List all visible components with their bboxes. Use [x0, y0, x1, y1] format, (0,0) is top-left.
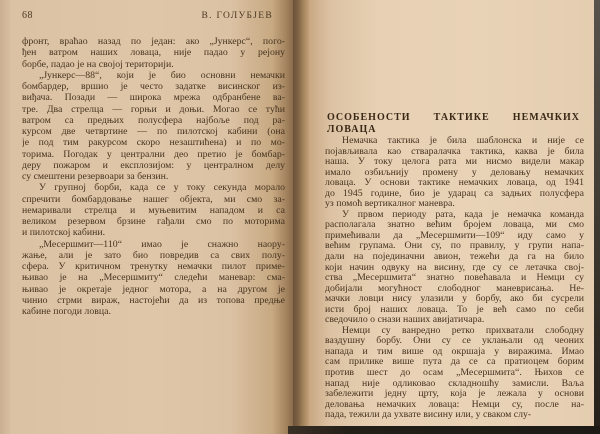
paragraph [325, 136, 584, 210]
text-line: напада и тим више од окршаја у виражима. Имао [325, 346, 584, 357]
text-line: је под тим ракурсом скоро незаштићена) и по мо- [22, 137, 285, 149]
text-line: виђача. Позади — широка мрежа одбранбене ва- [22, 92, 285, 104]
text-line: ства „Месершмита“ знатно повећавала и Немци су [325, 273, 584, 284]
text-line: деловања немачких ловаца: Немци су, после на- [325, 399, 584, 410]
text-line: до 1945 године, био је ударац са задњих полусфера [325, 188, 584, 199]
photo-edge-bottom [288, 426, 600, 434]
text-line: У групној борби, када се у току секунда морало [39, 182, 285, 194]
paragraph [22, 239, 285, 318]
text-line: немаривали стрелца и муњевитим нападом и са [22, 204, 285, 216]
paragraph [22, 36, 285, 70]
paragraph [325, 210, 584, 326]
text-line: сфера. У критичном тренутку немачки пилот приме- [22, 261, 285, 272]
text-line: курсом две четвртине — по пилотској кабини (она [22, 126, 285, 137]
text-line: сведочило о снази наших авијатичара. [325, 315, 485, 326]
text-line: наша. У току целога рата ми нисмо видели макар [325, 157, 584, 168]
text-line: жање, али је зато био повредив са свих полу- [22, 249, 285, 261]
text-line: ваздушну борбу. Они су се уклањали од чеоних [325, 336, 584, 347]
text-line: сам прилике више пута да се са пратиоцем борим [325, 357, 584, 368]
text-line: који начин одвуку на висину, где су се летачка свој- [325, 262, 584, 273]
text-line: бомбардер, вршио је често задатке висинског из- [22, 81, 285, 92]
page-number: 68 [22, 10, 33, 21]
text-line: великом резервом брзине гађали смо по моторима [22, 216, 285, 227]
right-page-body [325, 136, 584, 421]
text-line: исти број наших ловаца. То је већ само по себи [325, 304, 584, 315]
right-page [309, 0, 594, 434]
book-gutter [293, 0, 309, 434]
text-line: Немци су ванредно ретко прихватали слободну [342, 325, 584, 336]
text-line: напад није одликовао складношћу замисли. Ваља [325, 378, 584, 389]
text-line: примећивали да „Месершмити—109“ иду само у [325, 230, 584, 241]
text-line: ђен ватром наших ловаца, није падао у рејону [22, 47, 285, 59]
text-line: Немачка тактика је била шаблонска и није се [342, 136, 584, 146]
chapter-heading: ОСОБЕНОСТИ ТАКТИКЕ НЕМАЧКИХ ЛОВАЦА [327, 112, 580, 135]
running-header: В. ГОЛУБЈЕВ [201, 11, 273, 21]
text-line: уз помоћ вертикалног маневра. [325, 199, 455, 210]
text-line: забележити једну црту, која је лежала у основи [325, 389, 584, 400]
text-line: су смештени резервоари за бензин. [22, 171, 169, 182]
text-line: торима. Погодак у централни део претио је бомбар- [22, 148, 285, 160]
text-line: њивао је на „Месершмиту“ следећи маневар: сма- [22, 272, 285, 284]
text-line: спречити бомбардовање нашег објекта, ми смо за- [22, 193, 285, 205]
paragraph [22, 182, 285, 238]
text-line: пада, тежили да ухвате висину или, у сваком слу- [325, 410, 532, 421]
text-line: У првом периоду рата, када је немачка команда [342, 209, 584, 220]
text-line: ватром са предњих полусфера најбоље под ра- [22, 114, 285, 126]
paragraph [22, 70, 285, 183]
text-line: већим групама. Они су, по правилу, у групи напа- [325, 241, 584, 252]
paragraph [325, 326, 584, 421]
text-line: дали на појединачни авион, тежећи да га на било [325, 252, 584, 263]
text-line: кабине погоди ловца. [22, 306, 111, 317]
text-line: борбе, падао је на својој територији. [22, 58, 174, 70]
text-line: тре. Два стрелца — горњи и доњи. Могао се тући [22, 103, 285, 115]
text-line: и пилотској кабини. [22, 227, 106, 239]
left-page-body [22, 36, 285, 317]
text-line: против шест до осам „Месершмита“. Њихов се [325, 368, 584, 379]
text-line: ловаца. У основи тактике немачких ловаца, од 1941 [325, 178, 584, 189]
text-line: добијали могућност слободног маневрисања. Не- [325, 283, 584, 294]
photo-edge-right [594, 0, 600, 434]
text-line: чинио стрми вираж, настојећи да из топова предње [22, 294, 285, 306]
text-line: њивао је окретаје једног мотора, а на другом је [22, 283, 285, 295]
text-line: појављивала као стваралачка тактика, каква је била [325, 146, 584, 157]
text-line: „Месершмит—110“ имао је снажно наору- [39, 238, 285, 250]
text-line: мачки ловци нису улазили у борбу, ако би сусрели [325, 294, 584, 305]
left-page [0, 0, 293, 434]
text-line: имало озбиљнију промену у деловању немачких [325, 167, 584, 178]
text-line: „Јункерс—88“, који је био основни немачки [39, 69, 285, 81]
text-line: располагала знатно већим бројем ловаца, ми смо [325, 220, 584, 231]
text-line: деру пожаром и експлозијом: у централном делу [22, 159, 285, 171]
text-line: фронт, враћао назад по један: ако „Јункерс“, пого- [22, 36, 285, 47]
